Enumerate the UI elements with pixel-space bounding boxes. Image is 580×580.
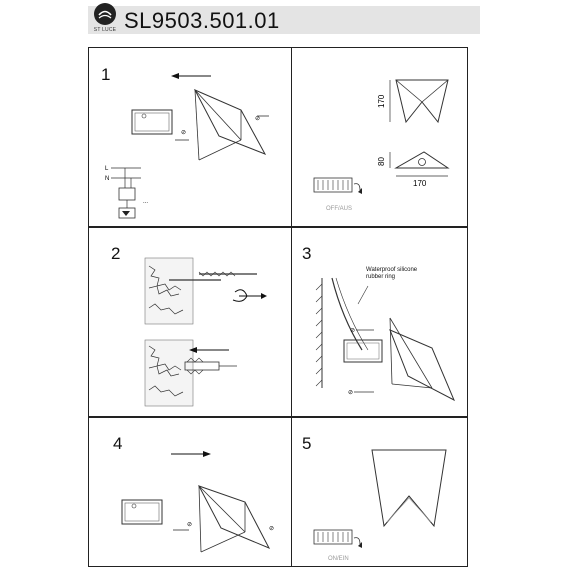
step-1-panel bbox=[88, 47, 292, 227]
wire-label-line: L bbox=[105, 166, 109, 172]
step-3-illustration bbox=[292, 228, 469, 418]
dimensions-panel bbox=[291, 47, 468, 227]
step-4-panel bbox=[88, 417, 292, 567]
cable-icon bbox=[332, 278, 362, 350]
step-2-panel bbox=[88, 227, 292, 417]
lamp-body-icon bbox=[199, 486, 269, 548]
switch-off-label: OFF/AUS bbox=[326, 206, 353, 212]
step-5-panel bbox=[291, 417, 468, 567]
step-1-number: 1 bbox=[101, 65, 111, 84]
switch-box-icon bbox=[119, 188, 135, 200]
screw-icon: ⊘ bbox=[269, 526, 275, 532]
step-5-number: 5 bbox=[302, 434, 312, 453]
ground-icon bbox=[122, 211, 130, 216]
dimension-height: 170 bbox=[377, 94, 386, 108]
dimensions-illustration bbox=[292, 48, 469, 228]
wire-label-neutral: N bbox=[105, 176, 110, 182]
mounting-plate-icon bbox=[122, 500, 162, 524]
step-2-number: 2 bbox=[111, 244, 121, 263]
mounting-plate-icon bbox=[344, 340, 382, 362]
screw-icon: ⊘ bbox=[187, 522, 193, 528]
step-1-illustration bbox=[89, 48, 293, 228]
screw-icon: ⊘ bbox=[348, 390, 354, 396]
dimension-depth: 80 bbox=[377, 157, 386, 166]
step-3-number: 3 bbox=[302, 244, 312, 263]
brand-logo bbox=[90, 0, 120, 38]
model-number: SL9503.501.01 bbox=[124, 8, 280, 33]
brand-name: ST LUCE bbox=[93, 27, 117, 33]
step-5-illustration bbox=[292, 418, 469, 568]
svg-text:...: ... bbox=[143, 199, 149, 205]
instruction-grid bbox=[88, 47, 468, 567]
step-4-illustration bbox=[89, 418, 293, 568]
screw-icon: ⊘ bbox=[350, 328, 356, 334]
lamp-front-view-icon bbox=[372, 450, 446, 526]
screw-icon: ⊘ bbox=[255, 116, 261, 122]
step-4-number: 4 bbox=[113, 434, 123, 453]
silicone-ring-callout: Waterproof silicone rubber ring bbox=[366, 267, 418, 280]
screw-icon: ⊘ bbox=[181, 130, 187, 136]
step-2-illustration bbox=[89, 228, 293, 418]
switch-on-label: ON/EIN bbox=[328, 556, 349, 562]
lamp-body-icon bbox=[390, 330, 454, 400]
step-3-panel bbox=[291, 227, 468, 417]
lamp-body-icon bbox=[195, 90, 265, 154]
dimension-width: 170 bbox=[413, 179, 427, 188]
mounting-plate-icon bbox=[132, 110, 172, 134]
brand-logo-icon bbox=[90, 0, 120, 30]
header bbox=[0, 0, 580, 40]
